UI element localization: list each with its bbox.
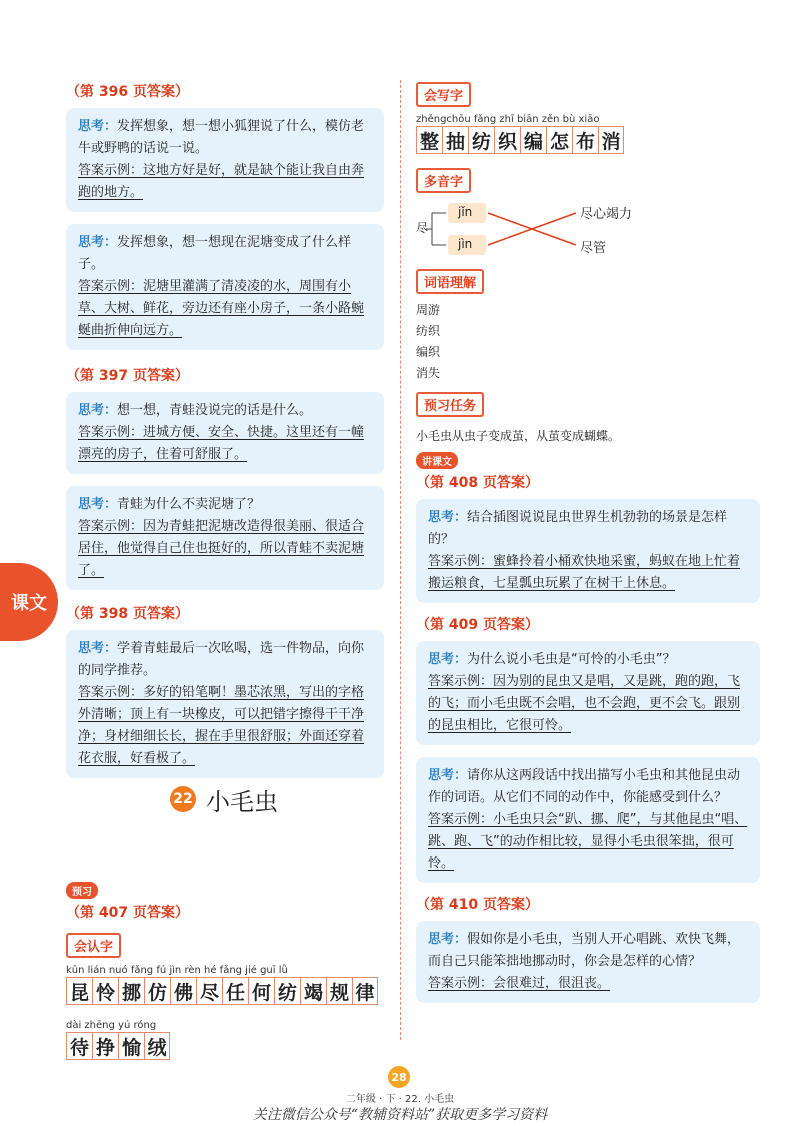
card-label: 思考： [78, 641, 118, 656]
char-cell: 何 [248, 977, 274, 1005]
card-label: 思考： [78, 235, 118, 250]
card-question-text: 请你从这两段话中找出描写小毛虫和其他昆虫动作的词语。从它们不同的动作中，你能感受到什么？ [428, 768, 741, 805]
card-answer: 答案示例：因为青蛙把泥塘改造得很美丽、很适合居住，他觉得自己住也挺好的，所以青蛙不卖泥塘了。 [78, 519, 365, 578]
card-question-text: 青蛙为什么不卖泥塘了？ [117, 497, 261, 512]
polyphone-reading-2: jìn [458, 237, 473, 251]
write-chars-tag: 会写字 [416, 82, 471, 107]
lesson-title [170, 782, 278, 816]
polyphone-diagram [416, 199, 760, 261]
char-cell: 纺 [274, 977, 300, 1005]
card-question [428, 929, 750, 973]
answer-card [66, 108, 384, 212]
polyphone-tag: 多音字 [416, 168, 471, 193]
card-question-text: 学着青蛙最后一次吆喝，选一件物品，向你的同学推荐。 [78, 641, 365, 678]
vocab-tag: 词语理解 [416, 269, 484, 294]
recognize-pinyin: kūn lián nuó fǎng fú jìn rèn hé fǎng jié guī lǜ [66, 965, 288, 976]
char-cell: 尽 [196, 977, 222, 1005]
char-cell: 织 [494, 126, 520, 154]
recognize2-pinyin: dài zhēng yú róng [66, 1020, 157, 1031]
card-answer: 答案示例：泥塘里灌满了清凌凌的水，周围有小草、大树、鲜花，旁边还有座小房子，一条小路蜿蜒曲折伸向远方。 [78, 279, 365, 338]
card-answer: 答案示例：蜜蜂拎着小桶欢快地采蜜，蚂蚁在地上忙着搬运粮食，七星瓢虫玩累了在树干上休息。 [428, 554, 741, 591]
answer-card [416, 641, 760, 745]
write-pinyin: zhěngchōu fǎng zhī biān zěn bù xiāo [416, 114, 600, 125]
vocab-item: 周游 [416, 303, 441, 317]
answer-card [416, 499, 760, 603]
card-answer: 答案示例：进城方便、安全、快捷。这里还有一幢漂亮的房子，住着可舒服了。 [78, 425, 365, 462]
footer-subtitle: 二年级 · 下 · 22. 小毛虫 [345, 1094, 455, 1105]
char-cell: 怎 [546, 126, 572, 154]
char-cell: 待 [66, 1032, 92, 1060]
char-cell: 竭 [300, 977, 326, 1005]
answer-card [66, 224, 384, 350]
answer-card [416, 921, 760, 1003]
card-label: 思考： [78, 119, 118, 134]
card-question-text: 为什么说小毛虫是“可怜的小毛虫”？ [467, 652, 676, 667]
answer-card [66, 630, 384, 778]
card-question-text: 假如你是小毛虫，当别人开心唱跳、欢快飞舞，而自己只能笨拙地挪动时，你会是怎样的心情？ [428, 932, 741, 969]
answer-header-408: （第 408 页答案） [416, 475, 539, 491]
vocab-list [416, 300, 760, 384]
answer-card [416, 757, 760, 883]
preview-badge: 预习 [66, 880, 384, 899]
card-question-text: 想一想，青蛙没说完的话是什么。 [117, 403, 313, 418]
card-answer: 答案示例：会很难过，很沮丧。 [428, 976, 611, 991]
card-question [78, 638, 374, 682]
right-column [416, 78, 760, 1015]
char-cell: 规 [326, 977, 352, 1005]
answer-header-410: （第 410 页答案） [416, 897, 539, 913]
recognize2-char-grid [66, 1032, 384, 1060]
card-answer: 答案示例：多好的铅笔啊！墨芯浓黑，写出的字格外清晰；顶上有一块橡皮，可以把错字擦得干干净净；身材细细长长，握在手里很舒服；外面还穿着花衣服，好看极了。 [78, 685, 365, 766]
card-answer: 答案示例：这地方好是好，就是缺个能让我自由奔跑的地方。 [78, 163, 365, 200]
char-cell: 布 [572, 126, 598, 154]
answer-header-398: （第 398 页答案） [66, 606, 189, 622]
lecture-badge: 讲课文 [416, 450, 760, 469]
vocab-item: 纺织 [416, 324, 441, 338]
write-char-grid [416, 126, 760, 154]
card-label: 思考： [428, 510, 468, 525]
char-cell: 挪 [118, 977, 144, 1005]
char-cell: 愉 [118, 1032, 144, 1060]
char-cell: 绒 [144, 1032, 170, 1060]
char-cell: 抽 [442, 126, 468, 154]
char-cell: 仿 [144, 977, 170, 1005]
card-answer: 答案示例：因为别的昆虫又是唱，又是跳，跑的跑，飞的飞；而小毛虫既不会唱，也不会跑，更不会飞。跟别的昆虫相比，它很可怜。 [428, 674, 741, 733]
polyphone-word-2: 尽管 [580, 241, 607, 256]
column-divider [400, 80, 401, 1040]
answer-header-407: （第 407 页答案） [66, 905, 189, 921]
answer-header-396: （第 396 页答案） [66, 84, 189, 100]
card-label: 思考： [428, 652, 468, 667]
vocab-item: 消失 [416, 366, 441, 380]
char-cell: 怜 [92, 977, 118, 1005]
char-cell: 编 [520, 126, 546, 154]
left-column [66, 78, 384, 1060]
card-question [78, 494, 374, 516]
card-label: 思考： [78, 497, 118, 512]
answer-card [66, 392, 384, 474]
card-question [428, 507, 750, 551]
footer-note: 关注微信公众号“教辅资料站”获取更多学习资料 [252, 1107, 548, 1123]
char-cell: 消 [598, 126, 624, 154]
char-cell: 挣 [92, 1032, 118, 1060]
card-question [78, 400, 374, 422]
card-question-text: 发挥想象，想一想小狐狸说了什么，模仿老牛或野鸭的话说一说。 [78, 119, 365, 156]
char-cell: 律 [352, 977, 378, 1005]
polyphone-reading-1: jǐn [458, 205, 473, 219]
card-question-text: 结合插图说说昆虫世界生机勃勃的场景是怎样的？ [428, 510, 728, 547]
char-cell: 昆 [66, 977, 92, 1005]
char-cell: 纺 [468, 126, 494, 154]
char-cell: 整 [416, 126, 442, 154]
card-question [78, 232, 374, 276]
card-answer: 答案示例：小毛虫只会“趴、挪、爬”，与其他昆虫“唱、跳、跑、飞”的动作相比较，显得小毛虫很笨拙，很可怜。 [428, 812, 748, 871]
char-cell: 佛 [170, 977, 196, 1005]
answer-header-397: （第 397 页答案） [66, 368, 189, 384]
preview-task-tag: 预习任务 [416, 392, 484, 417]
polyphone-root: 尽 [416, 221, 429, 235]
card-label: 思考： [78, 403, 118, 418]
card-label: 思考： [428, 932, 468, 947]
char-cell: 任 [222, 977, 248, 1005]
card-question-text: 发挥想象，想一想现在泥塘变成了什么样子。 [78, 235, 352, 272]
card-question [428, 765, 750, 809]
page-number: 28 [388, 1066, 410, 1088]
polyphone-word-1: 尽心竭力 [580, 207, 633, 222]
vocab-item: 编织 [416, 345, 441, 359]
preview-task-text: 小毛虫从虫子变成茧，从茧变成蝴蝶。 [416, 429, 621, 443]
answer-card [66, 486, 384, 590]
recognize-char-grid [66, 977, 384, 1005]
lesson-name: 小毛虫 [206, 787, 278, 816]
card-question [428, 649, 750, 671]
recognize-chars-tag: 会认字 [66, 933, 121, 958]
answer-header-409: （第 409 页答案） [416, 617, 539, 633]
lesson-number-badge: 22 [170, 786, 196, 812]
card-label: 思考： [428, 768, 468, 783]
card-question [78, 116, 374, 160]
side-tab-lesson: 课文 [0, 563, 58, 641]
